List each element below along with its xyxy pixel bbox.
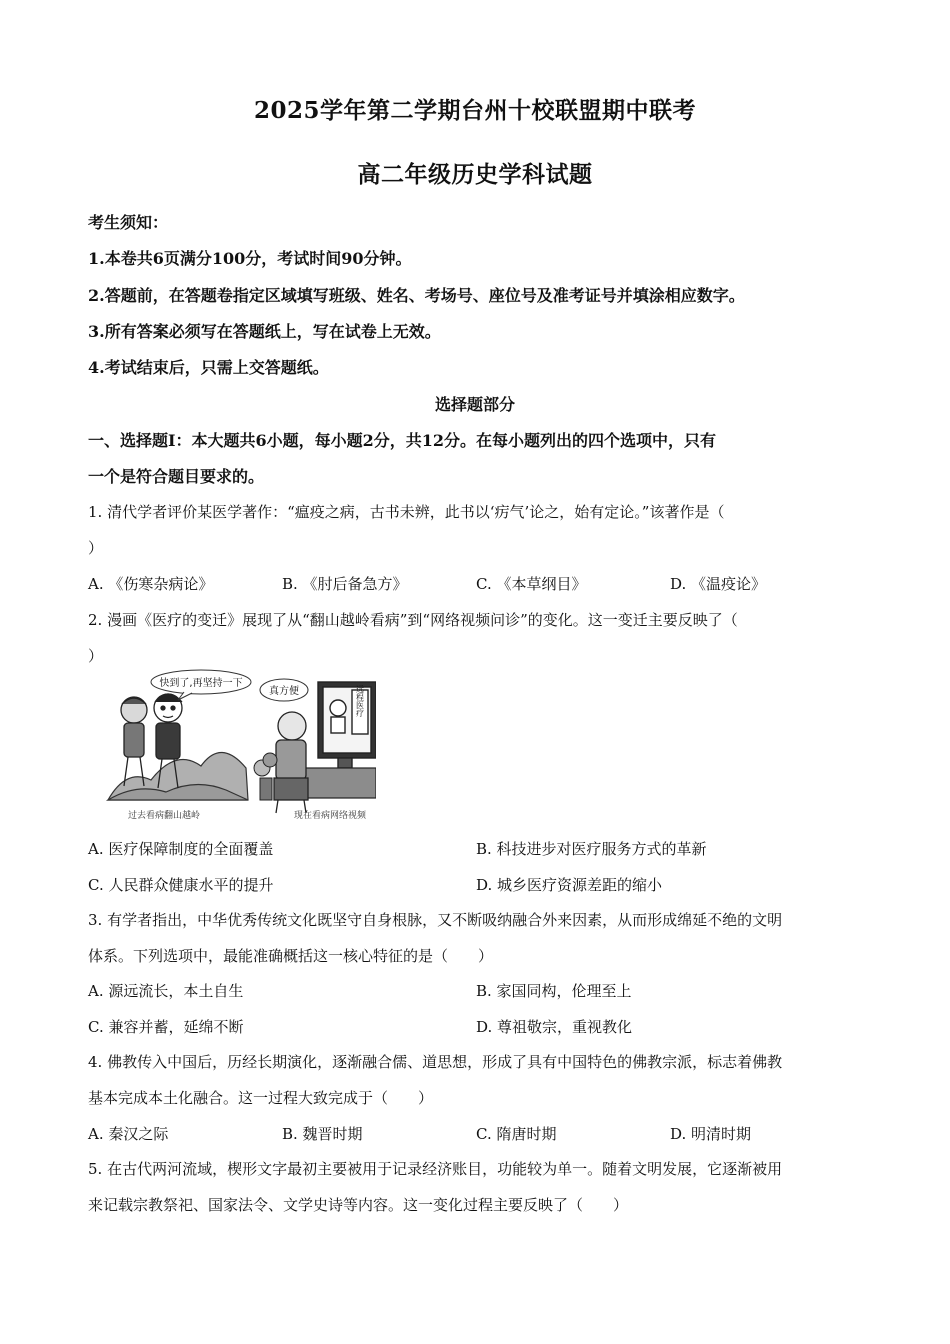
q3-option-c: C. 兼容并蓄，延绵不断 <box>88 1018 244 1036</box>
question-5-stem: 5. 在古代两河流域，楔形文字最初主要被用于记录经济账目，功能较为单一。随着文明发展，它逐渐被用 <box>88 1160 783 1178</box>
q3-option-d: D. 尊祖敬宗，重视教化 <box>476 1018 633 1036</box>
notice-item: 3.所有答案必须写在答题纸上，写在试卷上无效。 <box>88 322 441 341</box>
q2-option-a: A. 医疗保障制度的全面覆盖 <box>88 840 274 858</box>
q1-option-d: D. 《温疫论》 <box>670 575 767 593</box>
question-1-stem: 1. 清代学者评价某医学著作：“瘟疫之病，古书未辨，此书以‘疠气’论之，始有定论。”该著作是（ <box>88 503 725 521</box>
q2-option-c: C. 人民群众健康水平的提升 <box>88 876 274 894</box>
q1-option-b: B. 《肘后备急方》 <box>282 575 408 593</box>
desk <box>302 768 376 798</box>
question-3-stem-end: 体系。下列选项中，最能准确概括这一核心特征的是（ ） <box>88 947 494 965</box>
mountain-scene <box>108 752 248 800</box>
cartoon-illustration <box>106 668 376 818</box>
computer-monitor <box>318 682 376 768</box>
cartoon-medical-change <box>106 668 376 821</box>
section-instruction: 一个是符合题目要求的。 <box>88 467 265 486</box>
screen-sign-text: 远程医疗 <box>355 685 365 717</box>
notice-item: 4.考试结束后，只需上交答题纸。 <box>88 358 329 377</box>
question-3-stem: 3. 有学者指出，中华优秀传统文化既坚守自身根脉，又不断吸纳融合外来因素，从而形成绵延不绝的文明 <box>88 911 783 929</box>
question-4-stem-end: 基本完成本土化融合。这一过程大致完成于（ ） <box>88 1089 434 1107</box>
q2-option-d: D. 城乡医疗资源差距的缩小 <box>476 876 663 894</box>
q3-option-b: B. 家国同构，伦理至上 <box>476 982 632 1000</box>
notice-heading: 考生须知： <box>88 213 169 232</box>
question-2-stem-end: ） <box>88 647 104 665</box>
q2-option-b: B. 科技进步对医疗服务方式的革新 <box>476 840 707 858</box>
q4-option-d: D. 明清时期 <box>670 1125 752 1143</box>
bubble-left-text: 快到了,再坚持一下 <box>159 678 243 689</box>
q1-option-c: C. 《本草纲目》 <box>476 575 587 593</box>
notice-item: 2.答题前，在答题卷指定区域填写班级、姓名、考场号、座位号及准考证号并填涂相应数字。 <box>88 286 745 305</box>
notice-item: 1.本卷共6页满分100分，考试时间90分钟。 <box>88 249 412 268</box>
q4-option-a: A. 秦汉之际 <box>88 1125 169 1143</box>
old-man-figure <box>274 712 308 813</box>
section-instruction: 一、选择题Ⅰ：本大题共6小题，每小题2分，共12分。在每小题列出的四个选项中，只有 <box>88 431 717 450</box>
q4-option-c: C. 隋唐时期 <box>476 1125 557 1143</box>
bubble-right-text: 真方便 <box>269 686 299 697</box>
q4-option-b: B. 魏晋时期 <box>282 1125 363 1143</box>
question-2-stem: 2. 漫画《医疗的变迁》展现了从“翻山越岭看病”到“网络视频问诊”的变化。这一变迁主要反映了（ <box>88 611 738 629</box>
question-1-stem-end: ） <box>88 539 104 557</box>
caption-right: 现在看病网络视频 <box>294 811 367 821</box>
q1-option-a: A. 《伤寒杂病论》 <box>88 575 214 593</box>
q3-option-a: A. 源远流长，本土自生 <box>88 982 244 1000</box>
exam-title: 2025学年第二学期台州十校联盟期中联考 <box>253 97 696 124</box>
question-4-stem: 4. 佛教传入中国后，历经长期演化，逐渐融合儒、道思想，形成了具有中国特色的佛教宗派，标志着佛教 <box>88 1053 783 1071</box>
section-title: 选择题部分 <box>434 395 515 414</box>
exam-subtitle: 高二年级历史学科试题 <box>357 161 593 188</box>
question-5-stem-end: 来记载宗教祭祀、国家法令、文学史诗等内容。这一变化过程主要反映了（ ） <box>88 1196 629 1214</box>
caption-left: 过去看病翻山越岭 <box>128 811 201 821</box>
